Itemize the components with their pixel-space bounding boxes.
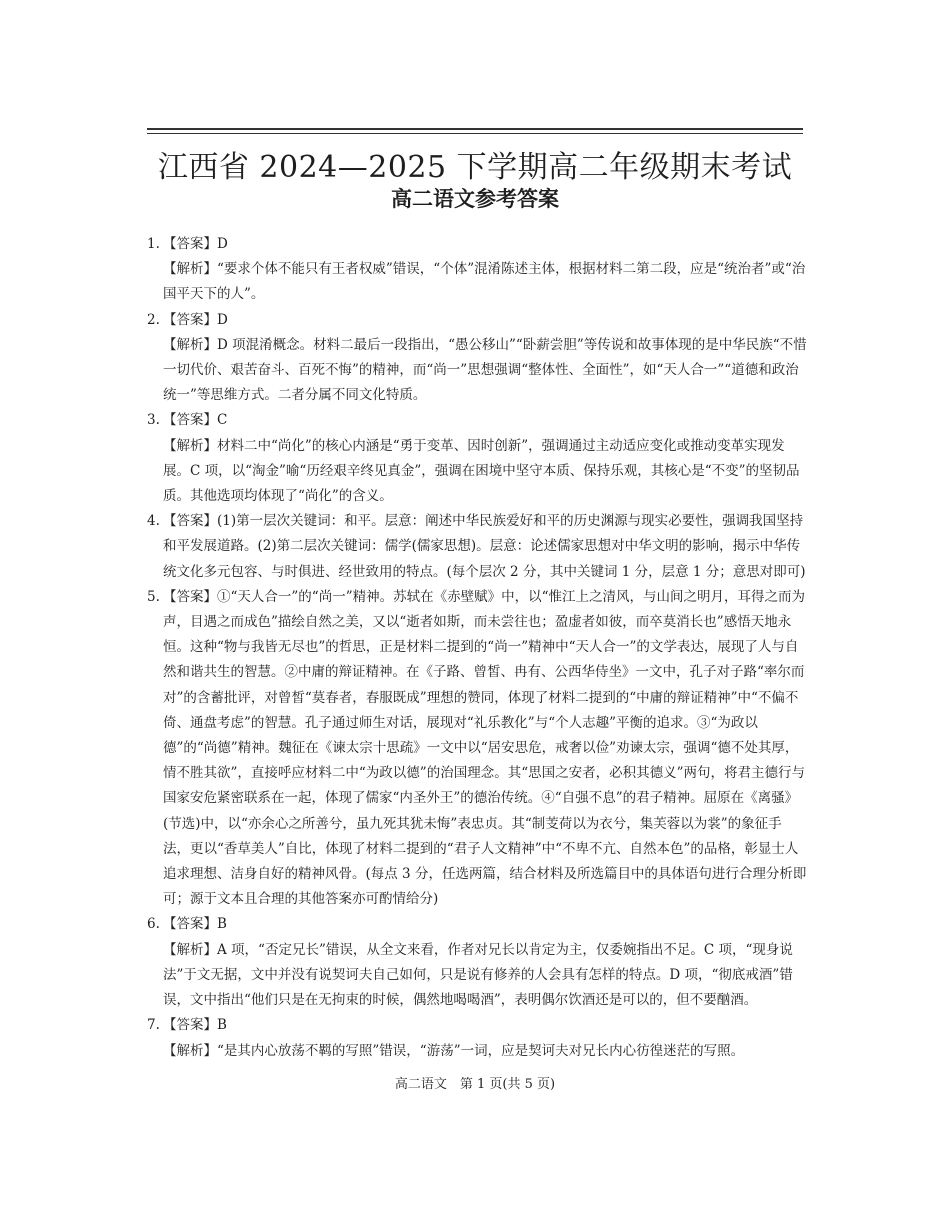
answer-item-3 <box>147 408 807 509</box>
analysis-text: 【解析】D 项混淆概念。材料二最后一段指出，“愚公移山”“卧薪尝胆”等传说和故事体现的是中华民族“不惜一切代价、艰苦奋斗、百死不悔”的精神，而“尚一”思想强调“整体性、全面性”，如“天人合一”“道德和政治统一”等思维方式。二者分属不同文化特质。 <box>163 336 807 404</box>
page-footer: 高二语文 第 1 页(共 5 页) <box>394 1077 556 1092</box>
top-double-rule-thin <box>147 133 803 134</box>
answer-item-7 <box>147 1013 807 1063</box>
answer-item-2 <box>147 308 807 409</box>
answer-list <box>147 232 807 1064</box>
answer-line: 【答案】B <box>163 916 227 933</box>
item-number: 2. <box>147 311 160 328</box>
answer-item-5 <box>147 585 807 913</box>
answer-line: 【答案】D <box>163 236 228 252</box>
analysis-text: 【解析】“要求个体不能只有王者权威”错误，“个体”混淆陈述主体，根据材料二第二段，应是“统治者”或“治国平天下的人”。 <box>163 261 806 303</box>
answer-line: 【答案】(1)第一层次关键词：和平。层意：阐述中华民族爱好和平的历史渊源与现实必要性，强调我国坚持和平发展道路。(2)第二层次关键词：儒学(儒家思想)。层意：论述儒家思想对中华文明的影响，揭示中华传统文化多元包容、与时俱进、经世致用的特点。(每个层次 2 分，其中关键词 1 分，层意 1 分；意思对即可) <box>163 513 806 580</box>
top-double-rule-thick <box>147 128 803 130</box>
page-title: 江西省 2024—2025 下学期高二年级期末考试 <box>157 150 793 185</box>
item-number: 4. <box>147 513 160 530</box>
analysis-text: 【解析】“是其内心放荡不羁的写照”错误，“游荡”一词，应是契诃夫对兄长内心彷徨迷茫的写照。 <box>163 1042 745 1059</box>
item-number: 6. <box>147 916 160 933</box>
analysis-text: 【解析】A 项，“否定兄长”错误，从全文来看，作者对兄长以肯定为主，仅委婉指出不足。C 项，“现身说法”于文无据，文中并没有说契诃夫自己如何，只是说有修养的人会具有怎样的特点。D 项，“彻底戒酒”错误，文中指出“他们只是在无拘束的时候，偶然地喝喝酒”，表明偶尔饮酒还是可以的，但不要酗酒。 <box>163 941 793 1009</box>
answer-line: 【答案】①“天人合一”的“尚一”精神。苏轼在《赤壁赋》中，以“惟江上之清风，与山间之明月，耳得之而为声，目遇之而成色”描绘自然之美，又以“逝者如斯，而未尝往也；盈虚者如彼，而卒莫消长也”感悟天地永恒。这种“物与我皆无尽也”的哲思，正是材料二提到的“尚一”精神中“天人合一”的文学表达，展现了人与自然和谐共生的智慧。②中庸的辩证精神。在《子路、曾皙、冉有、公西华侍坐》一文中，孔子对子路“率尔而对”的含蓄批评，对曾皙“莫春者，春服既成”理想的赞同，体现了材料二提到的“中庸的辩证精神”中“不偏不倚、通盘考虑”的智慧。孔子通过师生对话，展现对“礼乐教化”与“个人志趣”平衡的追求。③“为政以德”的“尚德”精神。魏征在《谏太宗十思疏》一文中以“居安思危，戒奢以俭”劝谏太宗，强调“德不处其厚，情不胜其欲”，直接呼应材料二中“为政以德”的治国理念。其“思国之安者，必积其德义”两句，将君主德行与国家安危紧密联系在一起，体现了儒家“内圣外王”的德治传统。④“自强不息”的君子精神。屈原在《离骚》(节选)中，以“亦余心之所善兮，虽九死其犹未悔”表忠贞。其“制芰荷以为衣兮，集芙蓉以为裳”的象征手法，更以“香草美人”自比，体现了材料二提到的“君子人文精神”中“不卑不亢、自然本色”的品格，彰显士人追求理想、洁身自好的精神风骨。(每点 3 分，任选两篇，结合材料及所选篇目中的具体语句进行合理分析即可；源于文本且合理的其他答案亦可酌情给分) <box>163 588 807 908</box>
answer-line: 【答案】D <box>163 311 228 328</box>
answer-line: 【答案】C <box>163 412 228 429</box>
answer-line: 【答案】B <box>163 1017 227 1034</box>
answer-item-1 <box>147 232 807 308</box>
analysis-text: 【解析】材料二中“尚化”的核心内涵是“勇于变革、因时创新”，强调通过主动适应变化或推动变革实现发展。C 项，以“淘金”喻“历经艰辛终见真金”，强调在困境中坚守本质、保持乐观，其核心是“不变”的坚韧品质。其他选项均体现了“尚化”的含义。 <box>163 437 800 505</box>
item-number: 5. <box>147 588 160 605</box>
page-subtitle: 高二语文参考答案 <box>391 187 559 211</box>
item-number: 1. <box>147 236 160 252</box>
item-number: 3. <box>147 412 160 429</box>
item-number: 7. <box>147 1017 160 1034</box>
answer-item-6 <box>147 912 807 1013</box>
answer-item-4 <box>147 509 807 585</box>
